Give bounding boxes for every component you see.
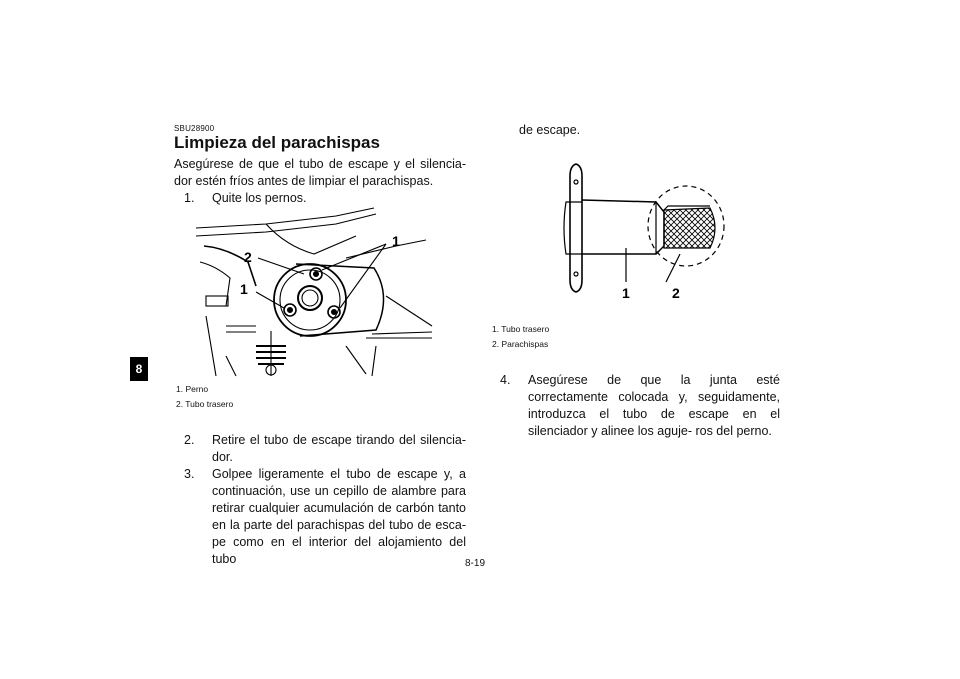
figure-muffler-bolts (196, 206, 436, 378)
fig1-callout-2: 2 (244, 249, 252, 265)
figure-tailpipe-arrester (560, 162, 736, 302)
page-number: 8-19 (465, 558, 486, 569)
fig2-caption-1: 1. Tubo trasero (492, 324, 550, 334)
step-1 (184, 190, 466, 207)
fig1-callout-1-top: 1 (392, 233, 400, 249)
fig1-callout-1-left: 1 (240, 281, 248, 297)
step-3-text: Golpee ligeramente el tubo de escape y, a continuación, use un cepillo de alambre para retirar cualquier acumulación de carbón tanto en la parte del parachispas del tubo de esca- pe como en el interior del alojamiento del tubo (212, 467, 466, 566)
fig1-caption-2: 2. Tubo trasero (176, 399, 234, 409)
step-3-number: 3. (184, 467, 195, 481)
continuation-text: de escape. (519, 123, 581, 137)
fig2-caption-2: 2. Parachispas (492, 339, 549, 349)
fig1-caption-1: 1. Perno (176, 384, 209, 394)
step-2 (184, 432, 466, 466)
section-code: SBU28900 (174, 124, 215, 133)
section-tab: 8 (130, 357, 148, 381)
intro-paragraph: Asegúrese de que el tubo de escape y el silencia- dor estén fríos antes de limpiar el parachispas. (174, 157, 466, 188)
step-2-text: Retire el tubo de escape tirando del silencia- dor. (212, 433, 466, 464)
step-4-number: 4. (500, 373, 511, 387)
step-4 (500, 372, 780, 440)
step-3 (184, 466, 466, 566)
figure2-captions (492, 322, 549, 352)
step-4-text: Asegúrese de que la junta esté correctamente colocada y, seguidamente, introduzca el tubo de escape en el silenciador y alinee los aguje- ros del perno. (528, 373, 780, 438)
fig2-callout-2: 2 (672, 285, 680, 301)
step-1-text: Quite los pernos. (212, 191, 307, 205)
figure1-captions (176, 382, 233, 412)
step-1-number: 1. (184, 191, 195, 205)
section-title: Limpieza del parachispas (174, 133, 380, 152)
step-2-number: 2. (184, 433, 195, 447)
fig2-callout-1: 1 (622, 285, 630, 301)
